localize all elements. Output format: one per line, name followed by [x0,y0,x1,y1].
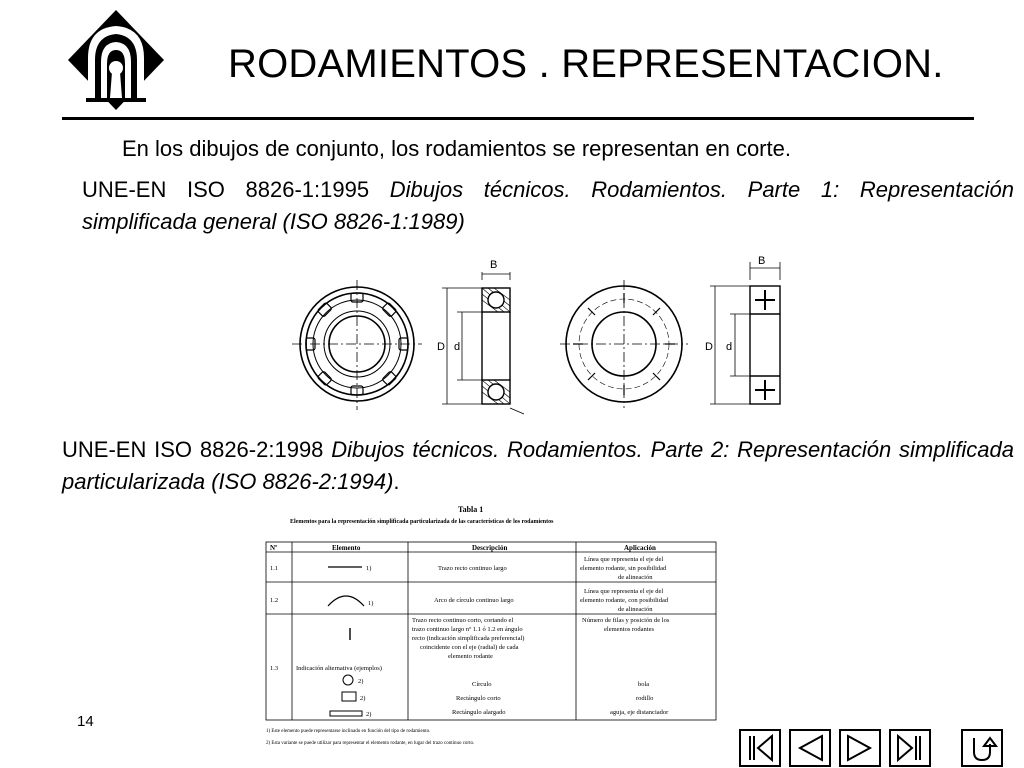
svg-text:Rectángulo corto: Rectángulo corto [456,695,501,702]
svg-text:2): 2) [366,711,372,718]
detailed-bearing-front-view [292,280,422,410]
table-row [270,617,670,672]
table-subtitle: Elementos para la representación simplificada particularizada de las características de los rodamientos [290,519,554,525]
svg-text:1): 1) [368,600,374,607]
svg-text:Línea que representa el eje de: Línea que representa el eje del [584,588,664,595]
first-slide-button[interactable] [738,728,782,768]
svg-text:Arco de círculo continuo largo: Arco de círculo continuo largo [434,597,514,604]
previous-slide-button[interactable] [788,728,832,768]
table-row [270,556,667,581]
svg-text:trazo continuo largo nº 1.1 ó: trazo continuo largo nº 1.1 ó 1.2 en ángulo [412,626,523,633]
slide-title: RODAMIENTOS . REPRESENTACION. [228,42,944,86]
detailed-bearing-section [437,259,524,414]
svg-text:2): 2) [358,678,364,685]
standard-caption: Dibujos técnicos. Rodamientos. Parte 2: Representación simplificada particularizada (ISO 8826-2:1994) [62,437,1014,494]
intro-text: En los dibujos de conjunto, los rodamientos se representan en corte. [122,136,791,161]
width-label: B [490,259,498,271]
svg-text:de alineación: de alineación [618,574,653,581]
svg-text:2): 2) [360,695,366,702]
simplified-bearing-front-view [560,280,688,408]
inner-diameter-label: d [454,341,461,353]
slide-navigation [738,724,1020,768]
table-header-element: Elemento [332,544,361,552]
svg-text:de alineación: de alineación [618,606,653,613]
svg-text:elementos rodantes: elementos rodantes [604,626,654,633]
svg-text:Trazo recto continuo corto, co: Trazo recto continuo corto, cortando el [412,617,514,624]
svg-text:1): 1) [366,565,372,572]
svg-text:1.1: 1.1 [270,565,279,572]
svg-text:1.2: 1.2 [270,597,279,604]
svg-text:Rectángulo alargado: Rectángulo alargado [452,709,506,716]
table-header-application: Aplicación [624,544,656,552]
svg-text:2) Esta variante se puede uti: 2) Esta variante se puede utilizar para representar el elemento rodante, en lugar del trazo continuo corto. [266,741,475,746]
svg-text:1) Este elemento puede repres: 1) Este elemento puede representarse inclinado en función del tipo de rodamiento. [266,729,431,734]
svg-text:rodillo: rodillo [636,695,654,702]
svg-text:coincidente con el eje (radial: coincidente con el eje (radial) de cada [420,644,519,651]
svg-text:Círculo: Círculo [472,681,492,688]
svg-text:elemento rodante, sin posibili: elemento rodante, sin posibilidad [580,565,667,572]
svg-text:Indicación alternativa (ejempl: Indicación alternativa (ejemplos) [296,665,382,672]
svg-text:aguja, eje distanciador: aguja, eje distanciador [610,709,669,716]
width-label-2: B [758,255,766,267]
svg-text:Línea que representa el eje de: Línea que representa el eje del [584,556,664,563]
page-number: 14 [77,713,94,730]
university-logo [66,8,166,116]
svg-text:elemento rodante, con posibili: elemento rodante, con posibilidad [580,597,669,604]
table-header-num: Nº [270,544,278,552]
table-header-description: Descripción [472,544,508,552]
outer-diameter-label-2: D [705,341,713,353]
standard-code: UNE-EN ISO 8826-2:1998 [62,437,324,462]
table-row [270,588,669,613]
table-figure [262,502,726,754]
svg-text:bola: bola [638,681,650,688]
table-title: Tabla 1 [458,505,484,514]
simplified-bearing-section [705,255,780,404]
standard-caption: Dibujos técnicos. Rodamientos. Parte 1: Representación simplificada general (ISO 8826-1:1989) [82,177,1014,234]
return-button[interactable] [960,728,1004,768]
svg-text:elemento rodante: elemento rodante [448,653,493,660]
outer-diameter-label: D [437,341,445,353]
svg-text:Número de filas y posición de: Número de filas y posición de los [582,617,670,624]
standard-caption-tail: . [393,469,400,494]
svg-text:Trazo recto continuo largo: Trazo recto continuo largo [438,565,507,572]
standard-reference-1 [82,174,1014,238]
next-slide-button[interactable] [838,728,882,768]
svg-text:1.3: 1.3 [270,665,279,672]
standard-reference-2 [62,434,1014,498]
inner-diameter-label-2: d [726,341,733,353]
last-slide-button[interactable] [888,728,932,768]
standard-code: UNE-EN ISO 8826-1:1995 [82,177,370,202]
table-footnotes [266,729,474,746]
title-divider [62,117,974,120]
table-alt-rows [330,675,669,718]
bearing-drawings [292,250,792,422]
svg-text:recto (indicación simplificada: recto (indicación simplificada preferencial) [412,635,525,642]
